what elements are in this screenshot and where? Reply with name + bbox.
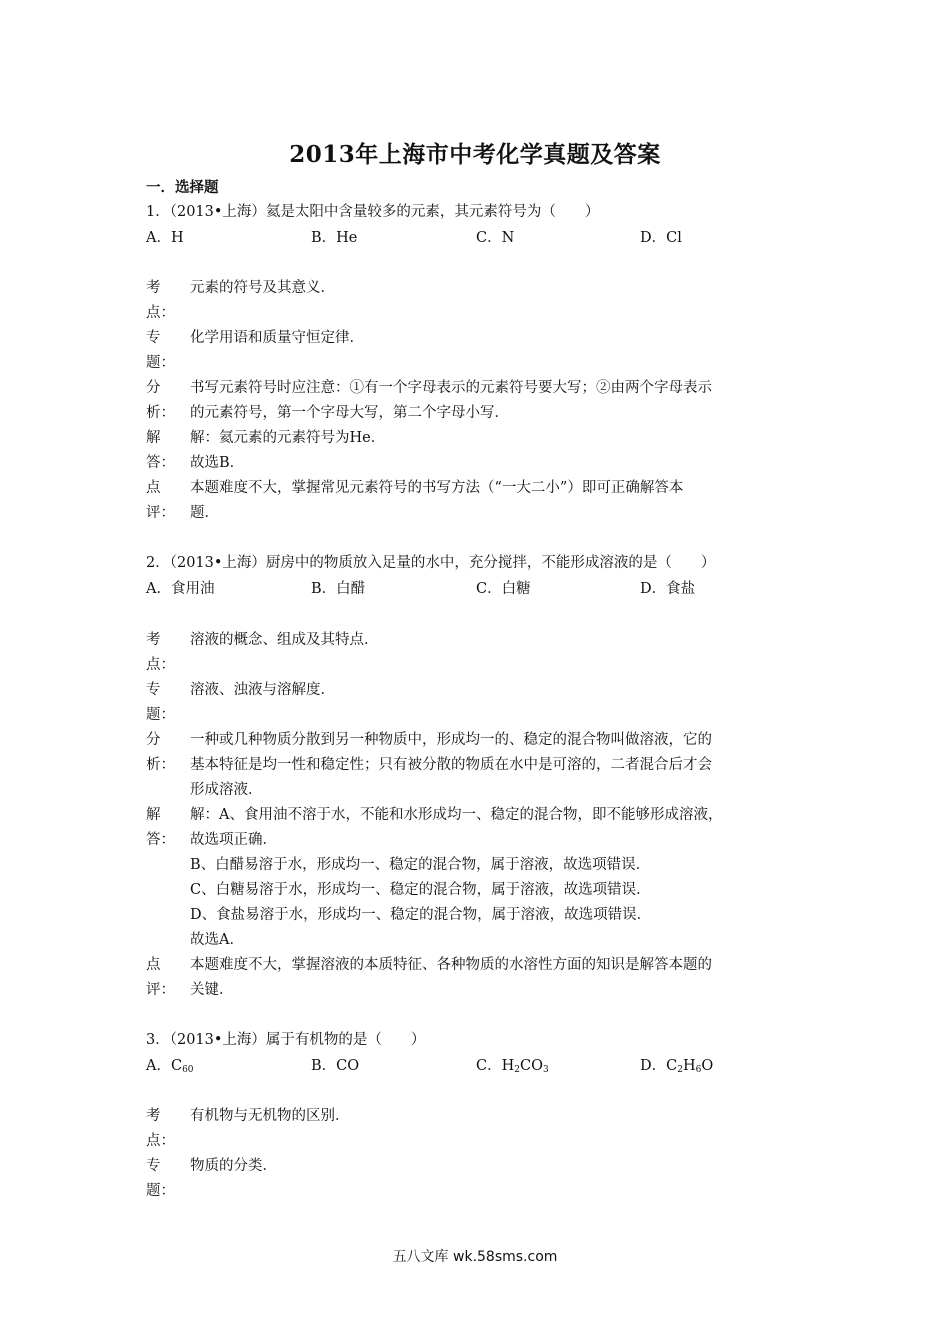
q1-dianping-line2: 题． (190, 505, 219, 521)
q2-jieda-line4: C、白糖易溶于水，形成均一、稳定的混合物，属于溶液，故选项错误． (190, 882, 651, 898)
q2-kaodian: 溶液的概念、组成及其特点． (190, 632, 379, 648)
q1-zhuanti: 化学用语和质量守恒定律． (190, 330, 364, 346)
q2-label-ti: 题： (146, 707, 175, 723)
q2-fenxi-line2: 基本特征是均一性和稳定性；只有被分散的物质在水中是可溶的，二者混合后才会 (190, 757, 712, 773)
q1-option-d: D．Cl (640, 230, 682, 246)
q2-jieda-line1: 解：A、食用油不溶于水，不能和水形成均一、稳定的混合物，即不能够形成溶液， (190, 807, 723, 823)
q3-option-c-sub2: 3 (542, 1065, 549, 1075)
q1-option-b: B．He (311, 230, 358, 246)
q3-option-d (640, 1056, 713, 1080)
q1-option-a: A．H (146, 230, 184, 246)
q1-label-dian2: 点 (146, 480, 161, 496)
q1-label-da: 答： (146, 455, 175, 471)
q3-option-d-sub2: 6 (695, 1065, 702, 1075)
q2-label-ping: 评： (146, 982, 175, 998)
q1-label-zhuan: 专 (146, 330, 161, 346)
q3-label-dian: 点： (146, 1133, 175, 1149)
q2-label-dian2: 点 (146, 957, 161, 973)
q3-zhuanti: 物质的分类． (190, 1158, 277, 1174)
q2-label-xi: 析： (146, 757, 175, 773)
q1-label-jie: 解 (146, 430, 161, 446)
q2-option-a: A．食用油 (146, 581, 215, 597)
q1-label-xi: 析： (146, 405, 175, 421)
q2-label-zhuan: 专 (146, 682, 161, 698)
q2-jieda-line3: B、白醋易溶于水，形成均一、稳定的混合物，属于溶液，故选项错误． (190, 857, 651, 873)
q1-option-c: C．N (476, 230, 515, 246)
q3-option-d-mid: H (682, 1058, 696, 1074)
q2-dianping-line2: 关键． (190, 982, 234, 998)
q2-jieda-line2: 故选项正确． (190, 832, 277, 848)
q2-label-jie: 解 (146, 807, 161, 823)
q2-label-dian: 点： (146, 657, 175, 673)
q3-stem: 3．（2013•上海）属于有机物的是（ ） (146, 1032, 426, 1048)
q3-label-kao: 考 (146, 1108, 161, 1124)
q3-option-a-sub: 60 (182, 1065, 194, 1075)
q2-option-d: D．食盐 (640, 581, 696, 597)
q3-option-d-sub1: 2 (677, 1065, 683, 1075)
q2-option-b: B．白醋 (311, 581, 366, 597)
q3-option-a-prefix: A．C (146, 1058, 183, 1074)
q2-dianping-line1: 本题难度不大，掌握溶液的本质特征、各种物质的水溶性方面的知识是解答本题的 (190, 957, 712, 973)
q1-fenxi-line1: 书写元素符号时应注意：①有一个字母表示的元素符号要大写；②由两个字母表示 (190, 380, 712, 396)
q3-option-c-prefix: C．H (476, 1058, 515, 1074)
q1-jieda-line2: 故选B． (190, 455, 245, 471)
q2-label-da: 答： (146, 832, 175, 848)
q1-label-dian: 点： (146, 305, 175, 321)
q1-label-kao: 考 (146, 280, 161, 296)
q1-kaodian: 元素的符号及其意义． (190, 280, 335, 296)
q1-label-ti: 题： (146, 355, 175, 371)
q2-stem: 2．（2013•上海）厨房中的物质放入足量的水中，充分搅拌，不能形成溶液的是（ ） (146, 555, 716, 571)
q3-option-d-prefix: D．C (640, 1058, 678, 1074)
document-title: 2013年上海市中考化学真题及答案 (289, 141, 661, 168)
q1-dianping-line1: 本题难度不大，掌握常见元素符号的书写方法（“一大二小”）即可正确解答本 (190, 480, 684, 496)
q2-zhuanti: 溶液、浊液与溶解度． (190, 682, 335, 698)
q1-stem: 1．（2013•上海）氦是太阳中含量较多的元素，其元素符号为（ ） (146, 204, 600, 220)
footer-watermark: 五八文库 wk.58sms.com (392, 1249, 558, 1265)
q3-option-a (146, 1056, 194, 1080)
section-heading: 一．选择题 (146, 179, 219, 196)
q3-option-b: B．CO (311, 1058, 360, 1074)
q3-label-zhuan: 专 (146, 1158, 161, 1174)
q3-option-c-mid: CO (519, 1058, 543, 1074)
q2-label-kao: 考 (146, 632, 161, 648)
q1-jieda-line1: 解：氦元素的元素符号为He． (190, 430, 386, 446)
q3-label-ti: 题： (146, 1183, 175, 1199)
q3-kaodian: 有机物与无机物的区别． (190, 1108, 350, 1124)
q2-label-fen: 分 (146, 732, 161, 748)
q2-fenxi-line3: 形成溶液． (190, 782, 263, 798)
q2-jieda-line6: 故选A． (190, 932, 244, 948)
q3-option-c (476, 1056, 549, 1080)
q2-jieda-line5: D、食盐易溶于水，形成均一、稳定的混合物，属于溶液，故选项错误． (190, 907, 652, 923)
q3-option-c-sub1: 2 (514, 1065, 520, 1075)
q2-fenxi-line1: 一种或几种物质分散到另一种物质中，形成均一的、稳定的混合物叫做溶液，它的 (190, 732, 712, 748)
q1-label-ping: 评： (146, 505, 175, 521)
q3-option-d-end: O (701, 1058, 714, 1074)
q1-label-fen: 分 (146, 380, 161, 396)
q2-option-c: C．白糖 (476, 581, 531, 597)
q1-fenxi-line2: 的元素符号，第一个字母大写，第二个字母小写． (190, 405, 509, 421)
